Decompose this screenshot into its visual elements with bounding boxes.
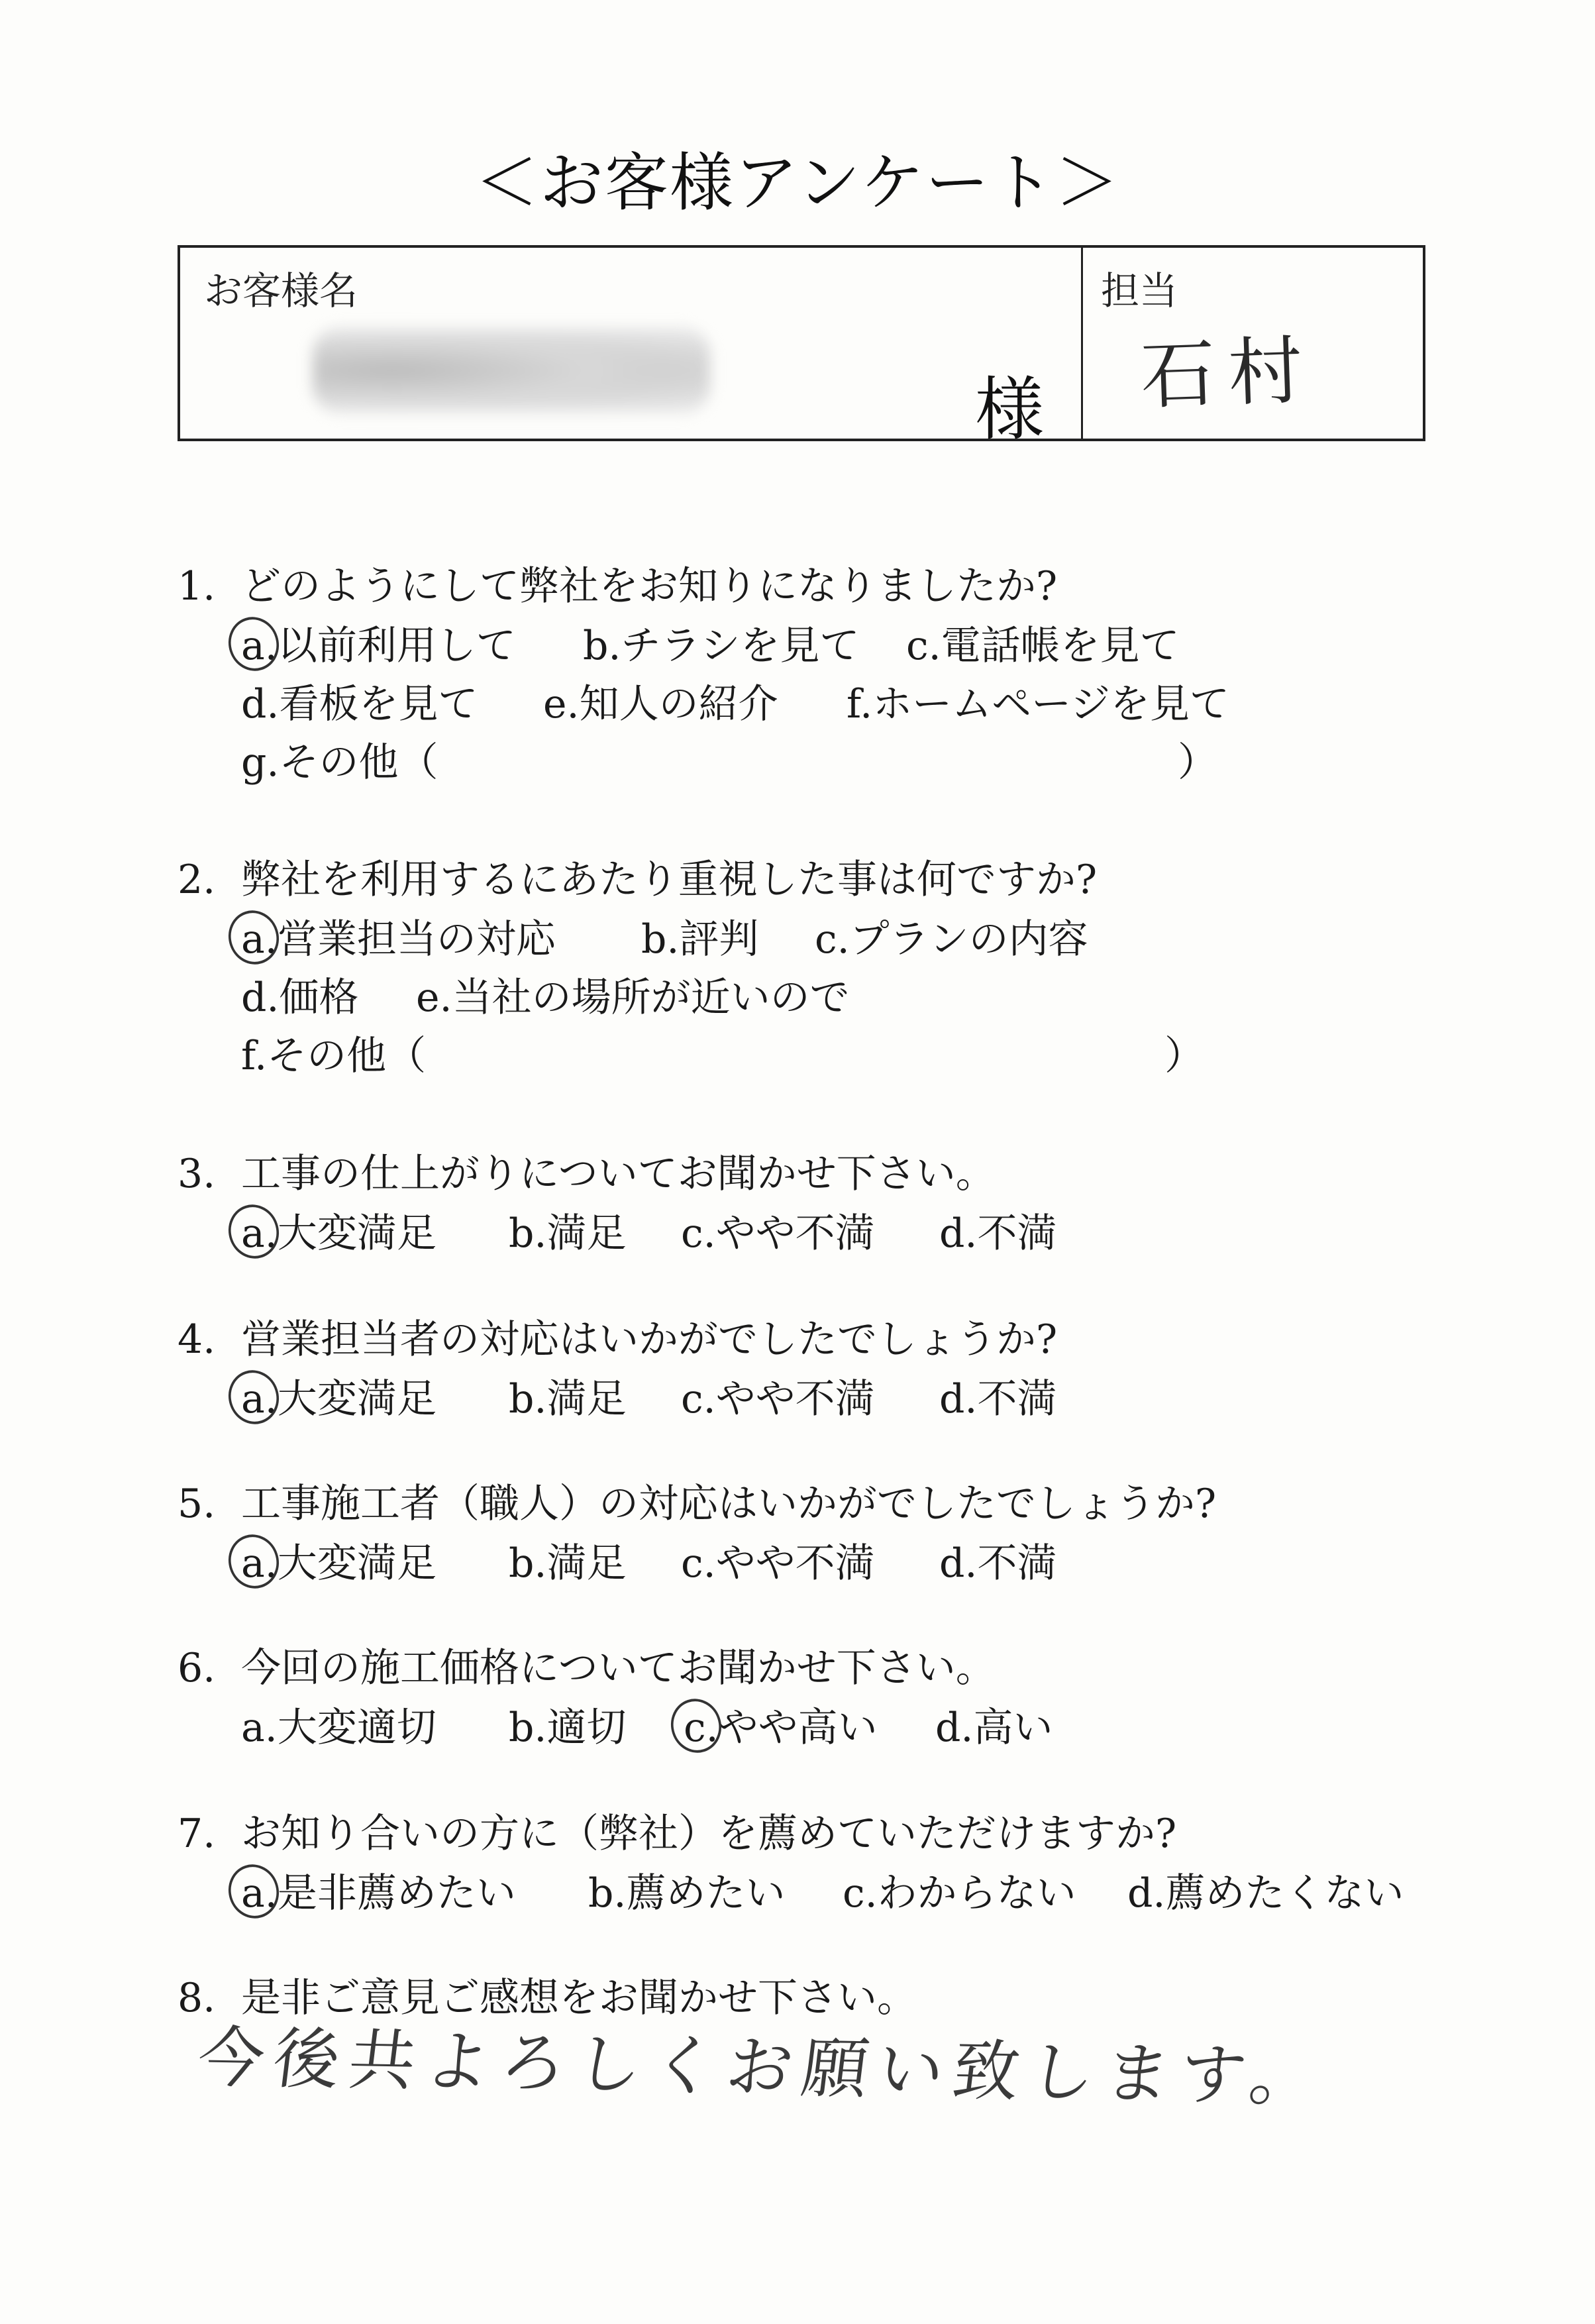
redacted-customer-name <box>313 327 710 413</box>
question-text: 弊社を利用するにあたり重視した事は何ですか? <box>241 857 1098 903</box>
question-number: 6. <box>178 1645 216 1691</box>
question-text: 営業担当者の対応はいかがでしたでしょうか? <box>241 1316 1058 1363</box>
option-a[interactable]: a.大変適切 <box>241 1705 437 1751</box>
option-b[interactable]: b.適切 <box>509 1705 627 1751</box>
question-3 <box>178 1151 1436 1272</box>
option-d[interactable]: d.不満 <box>939 1210 1057 1257</box>
option-f[interactable]: f.ホームページを見て <box>847 681 1229 727</box>
question-4 <box>178 1316 1436 1438</box>
question-5 <box>178 1481 1436 1602</box>
option-b[interactable]: b.満足 <box>509 1376 627 1422</box>
option-b[interactable]: b.満足 <box>509 1210 627 1257</box>
close-paren: ） <box>1164 1033 1204 1079</box>
question-number: 2. <box>178 857 216 903</box>
option-c[interactable]: c.やや不満 <box>681 1540 875 1587</box>
option-e[interactable]: e.当社の場所が近いので <box>416 975 850 1021</box>
customer-info-box <box>178 245 1425 450</box>
option-c[interactable]: c.電話帳を見て <box>906 623 1180 669</box>
option-d[interactable]: d.看板を見て <box>241 681 478 727</box>
question-number: 3. <box>178 1151 216 1197</box>
option-c[interactable]: c.やや高い <box>684 1708 878 1748</box>
option-d[interactable]: d.不満 <box>939 1540 1057 1587</box>
question-text: 工事施工者（職人）の対応はいかがでしたでしょうか? <box>241 1481 1217 1527</box>
option-b[interactable]: b.満足 <box>509 1540 627 1587</box>
question-1 <box>178 563 1436 801</box>
option-b[interactable]: b.チラシを見て <box>583 623 860 669</box>
option-a[interactable]: a.大変満足 <box>241 1544 437 1583</box>
question-text: お知り合いの方に（弊社）を薦めていただけますか? <box>241 1811 1177 1857</box>
page-title: ＜お客様アンケート＞ <box>474 146 1121 220</box>
option-a[interactable]: a.営業担当の対応 <box>241 920 556 959</box>
question-number: 5. <box>178 1481 216 1527</box>
option-d[interactable]: d.高い <box>935 1705 1053 1751</box>
question-7 <box>178 1811 1436 1932</box>
question-number: 4. <box>178 1316 216 1363</box>
option-g[interactable]: g.その他（ <box>241 739 438 786</box>
option-d[interactable]: d.価格 <box>241 975 359 1021</box>
staff-label: 担当 <box>1101 268 1178 313</box>
question-2 <box>178 857 1436 1094</box>
question-text: どのようにして弊社をお知りになりましたか? <box>241 563 1058 609</box>
close-paren: ） <box>1178 739 1217 786</box>
option-e[interactable]: e.知人の紹介 <box>543 681 778 727</box>
question-6 <box>178 1645 1436 1766</box>
question-text: 是非ご意見ご感想をお聞かせ下さい。 <box>241 1975 917 2021</box>
staff-name: 石村 <box>1139 327 1317 420</box>
honorific: 様 <box>975 369 1045 450</box>
option-b[interactable]: b.薦めたい <box>588 1870 786 1917</box>
option-a[interactable]: a.大変満足 <box>241 1379 437 1419</box>
question-text: 今回の施工価格についてお聞かせ下さい。 <box>241 1645 996 1691</box>
option-a[interactable]: a.是非薦めたい <box>241 1874 516 1913</box>
option-d[interactable]: d.不満 <box>939 1376 1057 1422</box>
option-a[interactable]: a.以前利用して <box>241 626 516 666</box>
option-c[interactable]: c.わからない <box>843 1870 1076 1917</box>
question-number: 8. <box>178 1975 216 2021</box>
option-c[interactable]: c.やや不満 <box>681 1210 875 1257</box>
option-c[interactable]: c.やや不満 <box>681 1376 875 1422</box>
option-d[interactable]: d.薦めたくない <box>1127 1870 1404 1917</box>
question-text: 工事の仕上がりについてお聞かせ下さい。 <box>241 1151 996 1197</box>
handwritten-comment: 今後共よろしくお願い致します。 <box>193 2019 1330 2116</box>
option-a[interactable]: a.大変満足 <box>241 1214 437 1253</box>
option-b[interactable]: b.評判 <box>641 916 759 963</box>
customer-name-label: お客様名 <box>204 268 358 313</box>
question-number: 7. <box>178 1811 216 1857</box>
option-c[interactable]: c.プランの内容 <box>815 916 1088 963</box>
question-number: 1. <box>178 563 216 609</box>
info-divider <box>1081 248 1083 439</box>
option-f[interactable]: f.その他（ <box>241 1033 427 1079</box>
